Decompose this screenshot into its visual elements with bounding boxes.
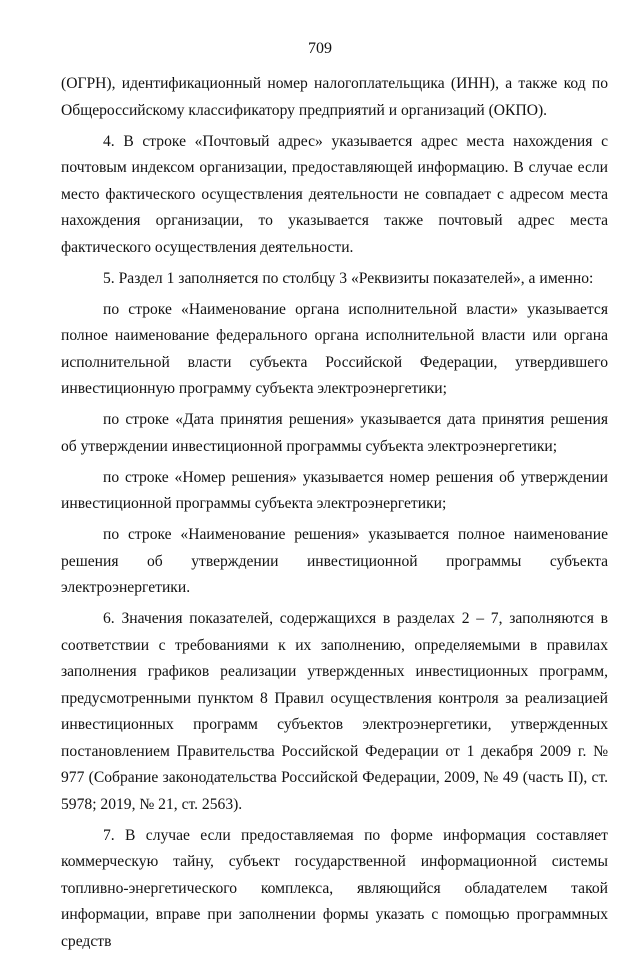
- paragraph-item-4-postal-address: 4. В строке «Почтовый адрес» указывается адрес места нахождения с почтовым индексом организации, предоставляющей информацию. В случае если место фактического осуществления деятельности не совпадает с адресом места нахождения организации, то указывается также почтовый адрес места фактического осуществления деятельности.: [61, 132, 608, 256]
- paragraph-ogrn-continuation: (ОГРН), идентификационный номер налогоплательщика (ИНН), а также код по Общероссийскому классификатору предприятий и организаций (ОКПО).: [61, 75, 608, 119]
- paragraph-decision-date: по строке «Дата принятия решения» указывается дата принятия решения об утверждении инвестиционной программы субъекта электроэнергетики;: [61, 411, 608, 455]
- document-body: [61, 71, 608, 960]
- paragraph-decision-name: по строке «Наименование решения» указывается полное наименование решения об утверждении инвестиционной программы субъекта электроэнергетики.: [61, 526, 608, 596]
- paragraph-item-6-indicator-values: 6. Значения показателей, содержащихся в разделах 2 – 7, заполняются в соответствии с требованиями к их заполнению, определяемыми в правилах заполнения графиков реализации утвержденных инвестиционных программ, предусмотренными пунктом 8 Правил осуществления контроля за реализацией инвестиционных программ субъектов электроэнергетики, утвержденных постановлением Правительства Российской Федерации от 1 декабря 2009 г. № 977 (Собрание законодательства Российской Федерации, 2009, № 49 (часть II), ст. 5978; 2019, № 21, ст. 2563).: [61, 610, 608, 813]
- paragraph-item-5-section-1: 5. Раздел 1 заполняется по столбцу 3 «Реквизиты показателей», а именно:: [103, 269, 594, 287]
- page-number: 709: [308, 40, 332, 57]
- paragraph-authority-name: по строке «Наименование органа исполнительной власти» указывается полное наименование федерального органа исполнительной власти или органа исполнительной власти субъекта Российской Федерации, утвердившего инвестиционную программу субъекта электроэнергетики;: [61, 300, 608, 397]
- paragraph-item-7-trade-secret: 7. В случае если предоставляемая по форме информация составляет коммерческую тайну, субъект государственной информационной системы топливно-энергетического комплекса, являющийся обладателем такой информации, вправе при заполнении формы указать с помощью программных средств: [61, 826, 608, 950]
- paragraph-decision-number: по строке «Номер решения» указывается номер решения об утверждении инвестиционной программы субъекта электроэнергетики;: [61, 468, 608, 512]
